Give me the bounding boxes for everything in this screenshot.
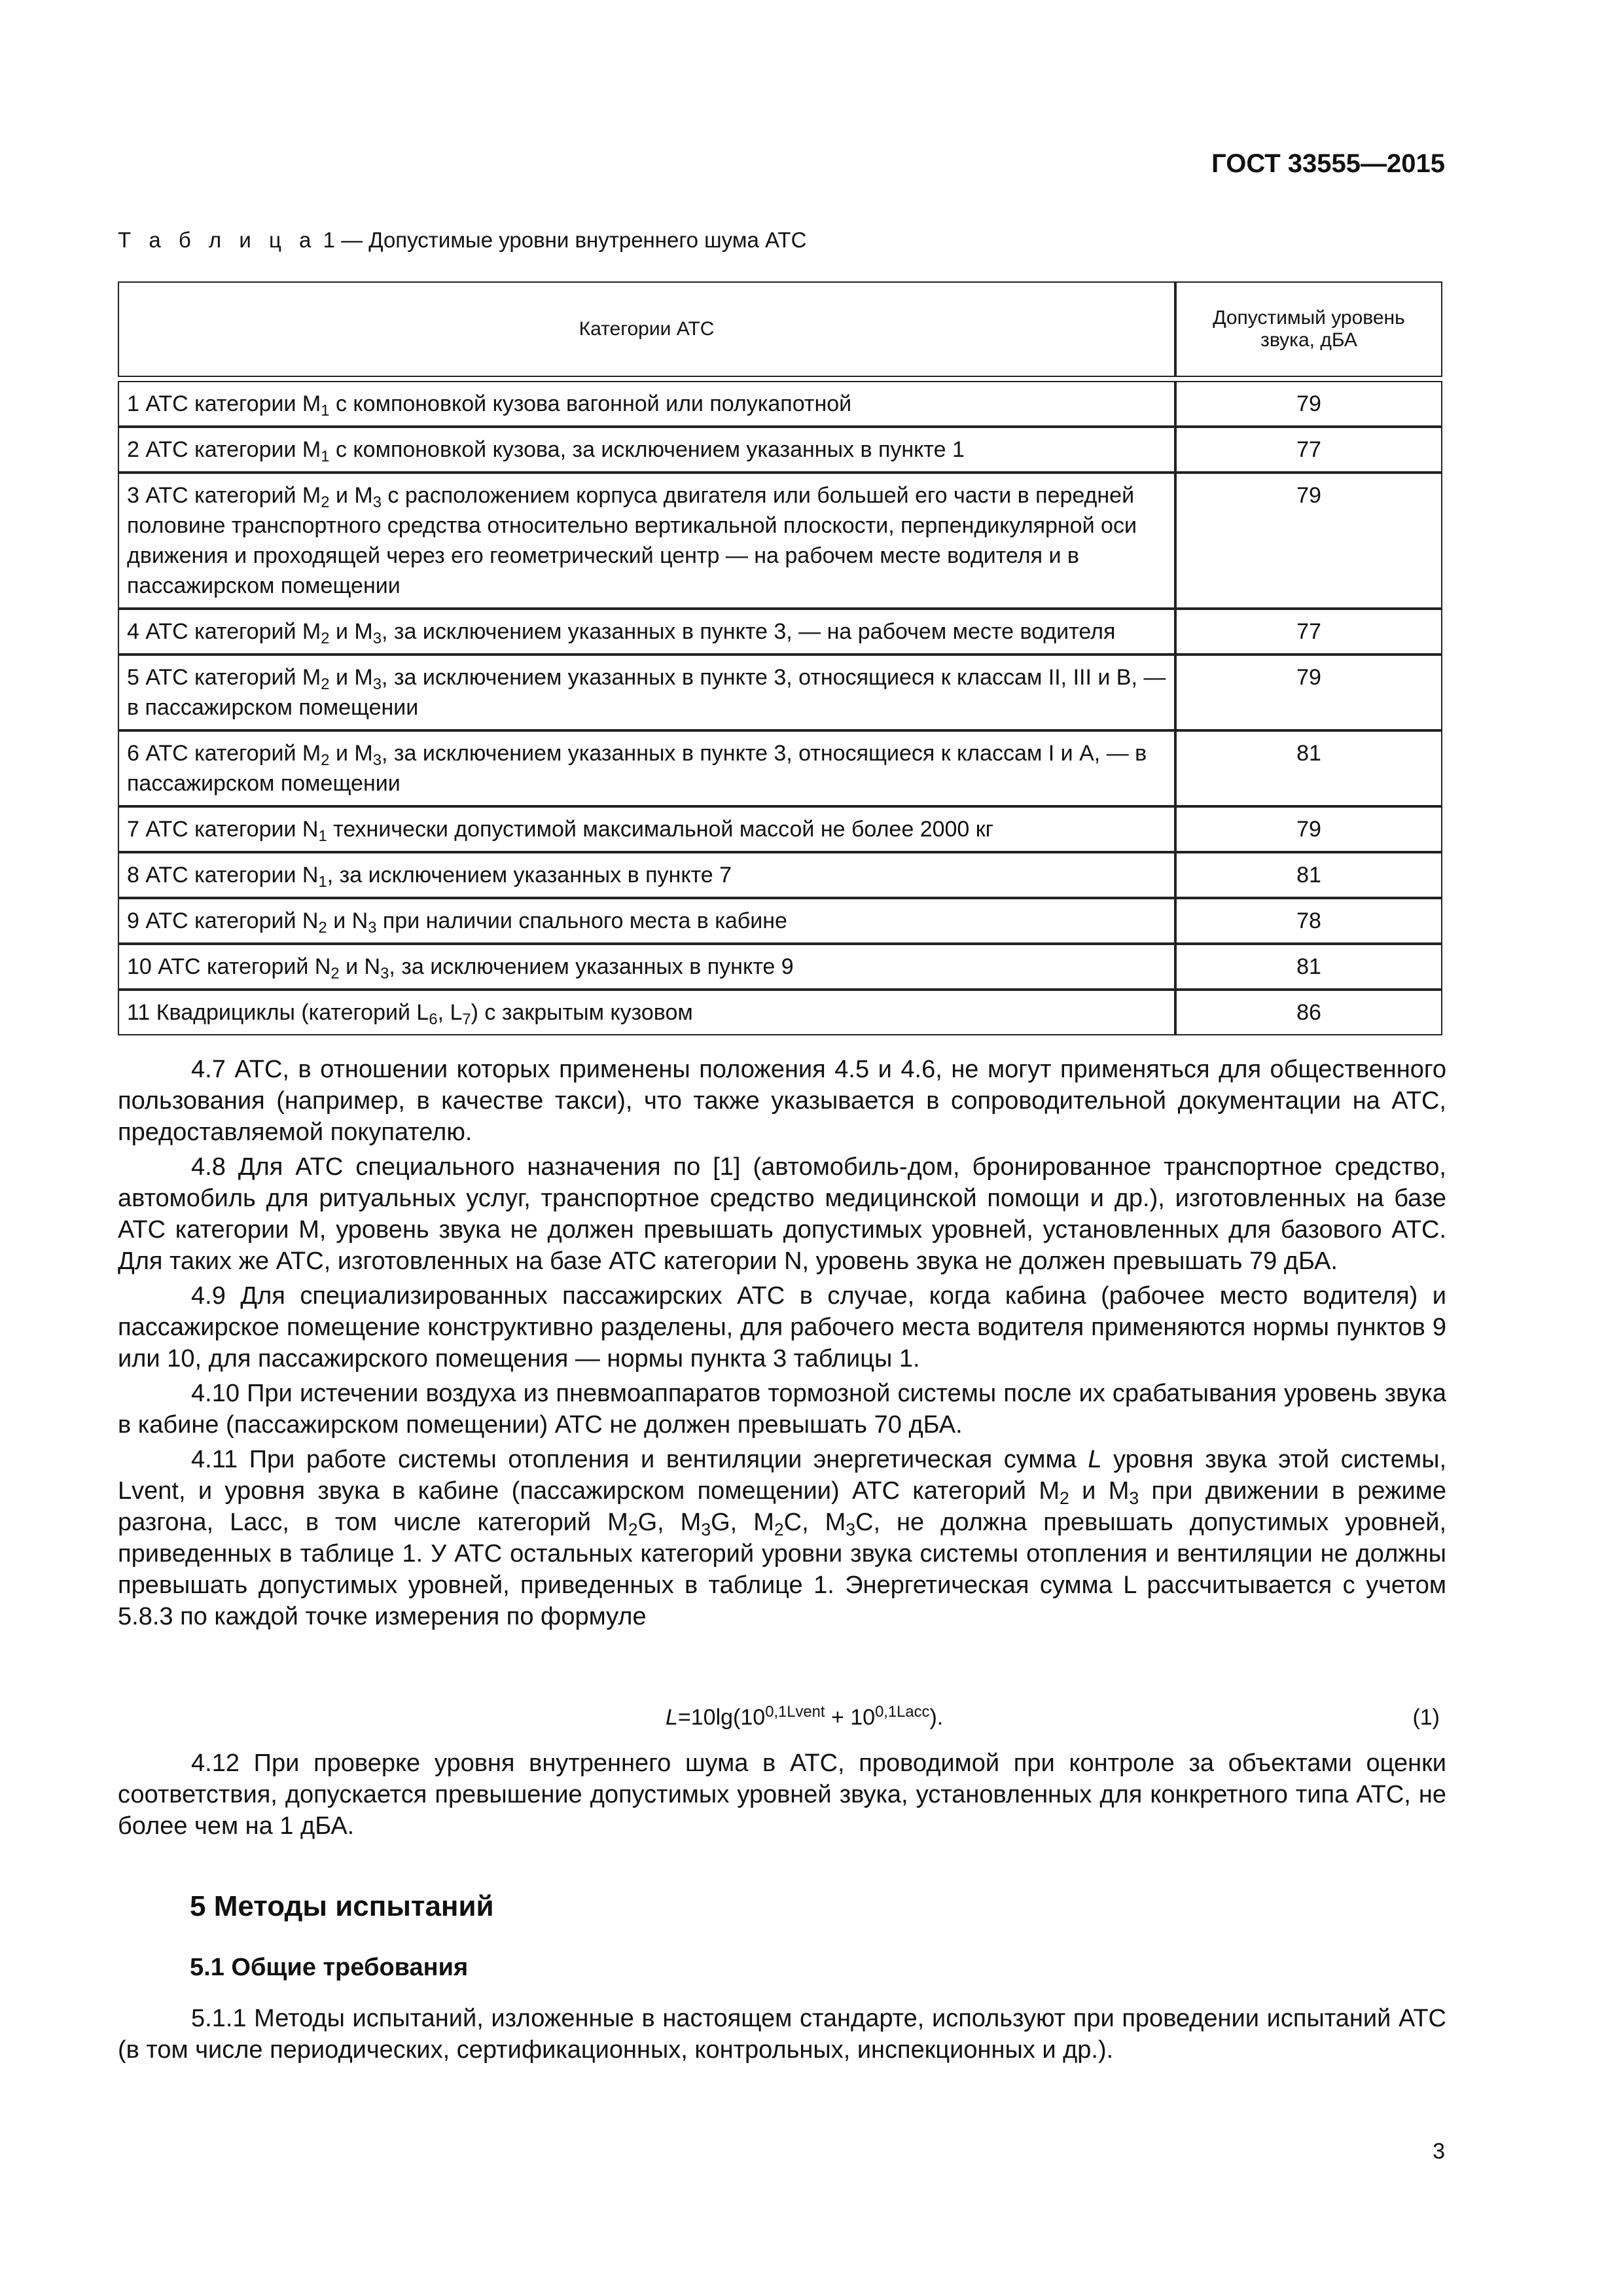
category-cell: 4 АТС категорий $М_2$ и $М_3$, за исключением указанных в пункте 3, — на рабочем месте водителя bbox=[118, 609, 1175, 655]
category-cell: 7 АТС категории $N_1$ технически допустимой максимальной массой не более 2000 кг bbox=[118, 806, 1175, 852]
table-row bbox=[118, 427, 1442, 473]
category-cell: 1 АТС категории $М_1$ с компоновкой кузова вагонной или полукапотной bbox=[118, 381, 1175, 427]
table-caption-label: Т а б л и ц а bbox=[118, 228, 317, 252]
table-row bbox=[118, 898, 1442, 944]
level-cell: 79 bbox=[1175, 473, 1442, 609]
table-row bbox=[118, 730, 1442, 806]
table-row bbox=[118, 609, 1442, 655]
paragraph-4-10: 4.10 При истечении воздуха из пневмоаппаратов тормозной системы после их срабатывания уровень звука в кабине (пассажирском помещении) АТС не должен превышать 70 дБА. bbox=[118, 1380, 1446, 1439]
table-caption bbox=[118, 228, 806, 253]
table-row bbox=[118, 655, 1442, 730]
level-cell: 79 bbox=[1175, 655, 1442, 730]
column-header-category: Категории АТС bbox=[118, 281, 1175, 377]
level-cell: 81 bbox=[1175, 730, 1442, 806]
category-cell: 6 АТС категорий $М_2$ и $М_3$, за исключением указанных в пункте 3, относящиеся к классам I и А, — в пассажирском помещении bbox=[118, 730, 1175, 806]
paragraph-4-9: 4.9 Для специализированных пассажирских АТС в случае, когда кабина (рабочее место водителя) и пассажирское помещение конструктивно разделены, для рабочего места водителя применяются нормы пунктов 9 или 10, для пассажирского помещения — нормы пункта 3 таблицы 1. bbox=[118, 1282, 1446, 1372]
category-cell: 2 АТС категории $М_1$ с компоновкой кузова, за исключением указанных в пункте 1 bbox=[118, 427, 1175, 473]
paragraph-5-1-1: 5.1.1 Методы испытаний, изложенные в настоящем стандарте, используют при проведении испытаний АТС (в том числе периодических, сертификационных, контрольных, инспекционных и др.). bbox=[118, 2005, 1446, 2064]
table-row bbox=[118, 990, 1442, 1035]
formula-number: (1) bbox=[1412, 1705, 1440, 1730]
formula: $L=10\lg(10^{0,1Lvent} + 10^{0,1Lacc})$. bbox=[666, 1703, 944, 1730]
paragraph-4-12: 4.12 При проверке уровня внутреннего шума в АТС, проводимой при контроле за объектами оценки соответствия, допускается превышение допустимых уровней звука, установленных для конкретного типа АТС, не более чем на 1 дБА. bbox=[118, 1749, 1446, 1840]
formula-row bbox=[118, 1705, 1446, 1738]
level-cell: 77 bbox=[1175, 609, 1442, 655]
paragraph-4-8: 4.8 Для АТС специального назначения по [1] (автомобиль-дом, бронированное транспортное средство, автомобиль для ритуальных услуг, транспортное средство медицинской помощи и др.), изготовленных на базе АТС категории М, уровень звука не должен превышать допустимых уровней, установленных для базового АТС. Для таких же АТС, изготовленных на базе АТС категории N, уровень звука не должен превышать 79 дБА. bbox=[118, 1153, 1446, 1275]
level-cell: 81 bbox=[1175, 944, 1442, 990]
level-cell: 77 bbox=[1175, 427, 1442, 473]
category-cell: 3 АТС категорий $М_2$ и $М_3$ с расположением корпуса двигателя или большей его части в передней половине транспортного средства относительно вертикальной плоскости, перпендикулярной оси движения и проходящей через его геометрический центр — на рабочем месте водителя и в пассажирском помещении bbox=[118, 473, 1175, 609]
level-cell: 86 bbox=[1175, 990, 1442, 1035]
table-row bbox=[118, 852, 1442, 898]
paragraph-4-11: 4.11 При работе системы отопления и вентиляции энергетическая сумма L уровня звука этой системы, Lvent, и уровня звука в кабине (пассажирском помещении) АТС категорий $М_2$ и $М_3$ при движении в режиме разгона, Lacc, в том числе категорий $М_2G$, $М_3G$, $М_2С$, $М_3С$, не должна превышать допустимых уровней, приведенных в таблице 1. У АТС остальных категорий уровни звука системы отопления и вентиляции не должны превышать допустимых уровней, приведенных в таблице 1. Энергетическая сумма L рассчитывается с учетом 5.8.3 по каждой точке измерения по формуле bbox=[118, 1446, 1447, 1630]
table-caption-title: 1 — Допустимые уровни внутреннего шума АТС bbox=[317, 228, 807, 252]
level-cell: 79 bbox=[1175, 806, 1442, 852]
body-text-block-3 bbox=[118, 2003, 1446, 2069]
table-row bbox=[118, 473, 1442, 609]
document-id: ГОСТ 33555—2015 bbox=[1211, 149, 1445, 178]
table-row bbox=[118, 381, 1442, 427]
category-cell: 11 Квадрициклы (категорий $L_6$, $L_7$) с закрытым кузовом bbox=[118, 990, 1175, 1035]
paragraph-4-7: 4.7 АТС, в отношении которых применены положения 4.5 и 4.6, не могут применяться для общественного пользования (например, в качестве такси), что также указывается в сопроводительной документации на АТС, предоставляемой покупателю. bbox=[118, 1056, 1446, 1146]
noise-levels-table bbox=[118, 281, 1442, 1035]
table-row bbox=[118, 944, 1442, 990]
level-cell: 78 bbox=[1175, 898, 1442, 944]
category-cell: 5 АТС категорий $М_2$ и $М_3$, за исключением указанных в пункте 3, относящиеся к классам II, III и В, — в пассажирском помещении bbox=[118, 655, 1175, 730]
column-header-level: Допустимый уровень звука, дБА bbox=[1175, 281, 1442, 377]
body-text-block-1 bbox=[118, 1054, 1446, 1636]
category-cell: 8 АТС категории $N_1$, за исключением указанных в пункте 7 bbox=[118, 852, 1175, 898]
level-cell: 79 bbox=[1175, 381, 1442, 427]
subsection-heading: 5.1 Общие требования bbox=[190, 1954, 469, 1981]
section-heading: 5 Методы испытаний bbox=[190, 1890, 494, 1922]
body-text-block-2 bbox=[118, 1748, 1446, 1845]
level-cell: 81 bbox=[1175, 852, 1442, 898]
category-cell: 9 АТС категорий $N_2$ и $N_3$ при наличии спального места в кабине bbox=[118, 898, 1175, 944]
page-number: 3 bbox=[1433, 2139, 1445, 2164]
table-row bbox=[118, 806, 1442, 852]
category-cell: 10 АТС категорий $N_2$ и $N_3$, за исключением указанных в пункте 9 bbox=[118, 944, 1175, 990]
